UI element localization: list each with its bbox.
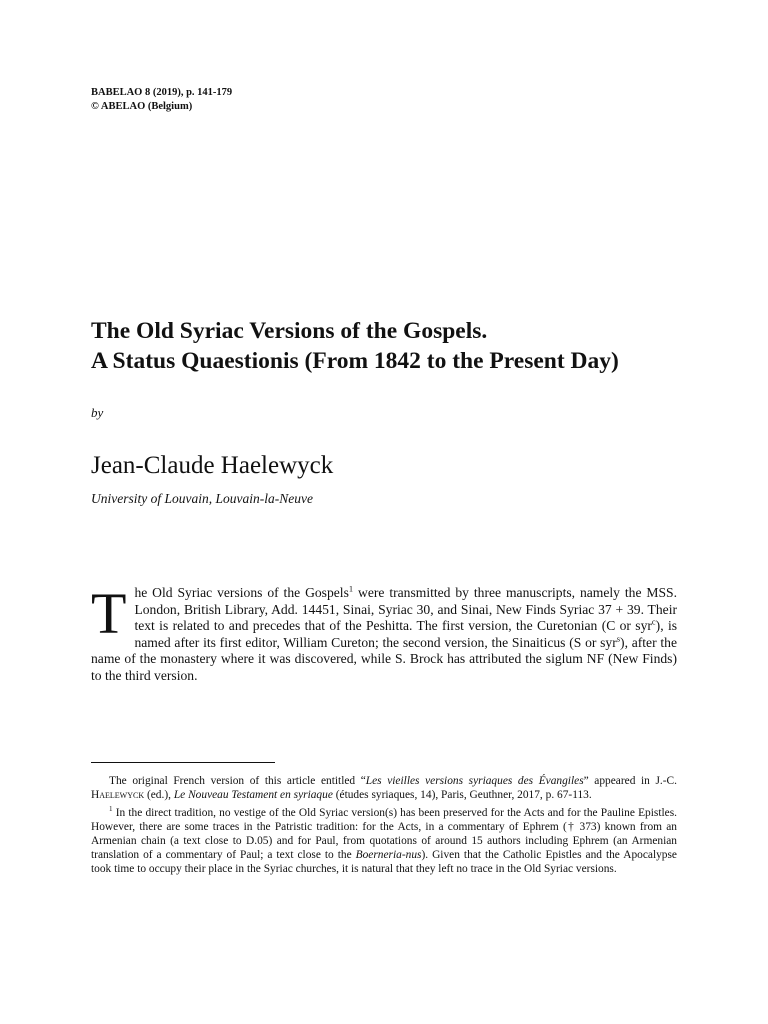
article-title (91, 316, 677, 376)
body-text-3: ), is named after its first editor, William Cureton; the second version, the Sinaiticus (S or syr (134, 618, 678, 650)
footnote-text: ” appeared in J.-C. (583, 775, 677, 787)
superscript-s: s (616, 633, 621, 644)
footnote-number: 1 (109, 805, 113, 814)
footnote-unnumbered (91, 774, 677, 802)
footnote-book-title: Le Nouveau Testament en syriaque (173, 789, 333, 801)
journal-copyright: © ABELAO (Belgium) (91, 101, 193, 112)
footnote-editor: Haelewyck (91, 789, 145, 801)
footnote-1 (91, 806, 677, 876)
body-paragraph (91, 581, 678, 685)
footnote-text: In the direct tradition, no vestige of the Old Syriac version(s) has been preserved for the Acts and for the Pauline Epistles. However, there are some traces in the Patristic tradition: for the Acts, in a commentary of Ephrem († 373) known from an Armenian chain (a text close to D.05) and for Paul, from quotations of around 15 authors including Ephrem (an Armenian translation of a commentary of Paul; a text close to the (91, 807, 677, 861)
author-name: Jean-Claude Haelewyck (91, 452, 334, 479)
footnote-article-title: Les vieilles versions syriaques des Évangiles (365, 775, 584, 787)
superscript-c: c (651, 616, 656, 627)
body-text-4: ), after the name of the monastery where it was discovered, while S. Brock has attributed the siglum NF (New Finds) to the third version. (91, 634, 677, 683)
author-affiliation: University of Louvain, Louvain-la-Neuve (91, 491, 313, 506)
body-text-2: were transmitted by three manuscripts, namely the MSS. London, British Library, Add. 14451, Sinai, Syriac 30, and Sinai, New Finds Syriac 37 + 39. Their text is related to and precedes that of the Peshitta. The first version, the Curetonian (C or syr (134, 585, 677, 634)
footnote-text: (études syriaques, 14), Paris, Geuthner, 2017, p. 67-113. (332, 789, 592, 801)
footnotes (91, 774, 677, 880)
footnote-text: (ed.), (144, 789, 174, 801)
byline: by (91, 405, 104, 420)
title-line-1: The Old Syriac Versions of the Gospels. (91, 318, 488, 344)
journal-citation: BABELAO 8 (2019), p. 141-179 (91, 87, 233, 98)
footnote-separator (91, 762, 275, 763)
drop-cap: T (91, 581, 127, 646)
title-line-2: A Status Quaestionis (From 1842 to the Present Day) (91, 348, 619, 374)
footnote-text: The original French version of this article entitled “ (109, 775, 366, 787)
journal-header (91, 86, 232, 114)
footnote-ref-1[interactable]: 1 (348, 583, 354, 594)
paper-page (91, 0, 677, 1024)
footnote-text: ). Given that the Catholic Epistles and the Apocalypse took time to occupy their place in the Syriac churches, it is natural that they left no trace in the Old Syriac versions. (91, 849, 677, 875)
footnote-manuscript-name: Boerneria-nus (355, 849, 422, 861)
body-text-1: he Old Syriac versions of the Gospels (134, 585, 349, 600)
